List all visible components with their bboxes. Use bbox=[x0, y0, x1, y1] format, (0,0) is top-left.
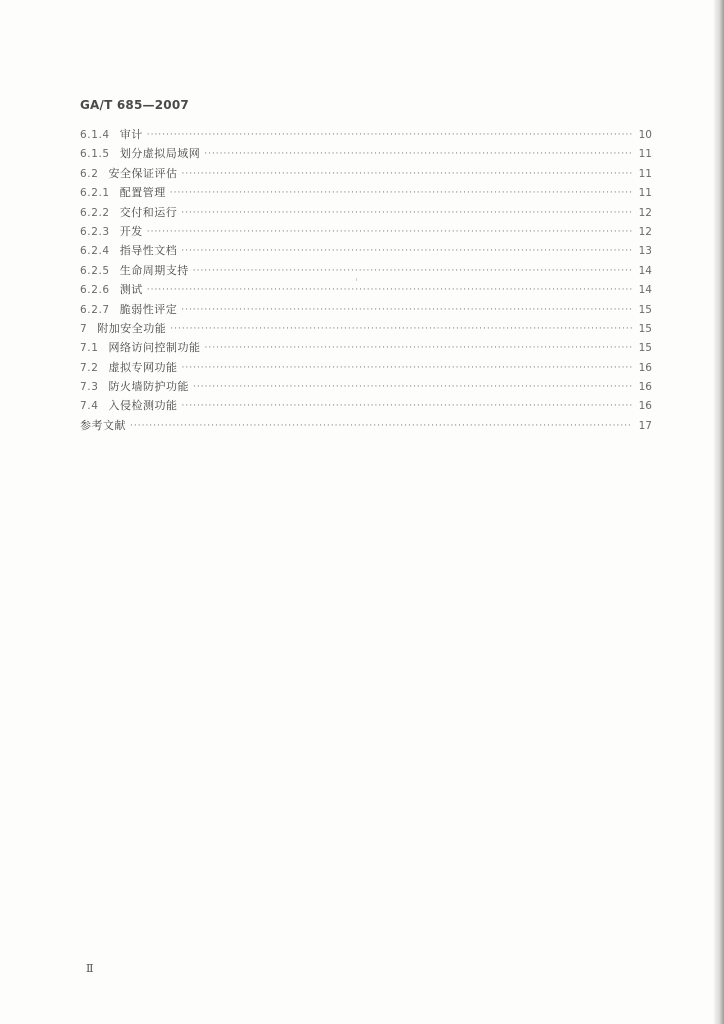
toc-entry-page: 14 bbox=[638, 264, 652, 277]
toc-entry-title: 指导性文档 bbox=[119, 244, 178, 258]
toc-entry-title: 开发 bbox=[119, 224, 143, 238]
toc-entry-title: 网络访问控制功能 bbox=[108, 341, 201, 355]
toc-entry-number: 6.2.5 bbox=[80, 264, 110, 277]
toc-leader-dots bbox=[182, 401, 633, 411]
table-of-contents bbox=[80, 126, 652, 436]
toc-leader-dots bbox=[205, 343, 633, 353]
toc-entry-title: 审计 bbox=[119, 128, 143, 141]
toc-entry[interactable] bbox=[80, 397, 652, 416]
toc-leader-dots bbox=[181, 208, 632, 218]
toc-entry-title: 测试 bbox=[119, 283, 143, 297]
toc-entry-page: 16 bbox=[638, 400, 652, 413]
toc-entry-number: 6.1.4 bbox=[80, 129, 110, 141]
toc-leader-dots bbox=[193, 382, 632, 392]
toc-leader-dots bbox=[130, 421, 632, 431]
toc-entry[interactable] bbox=[80, 165, 652, 184]
toc-entry-page: 15 bbox=[638, 342, 652, 355]
toc-entry-number: 6.1.5 bbox=[80, 148, 110, 161]
toc-entry[interactable] bbox=[80, 126, 652, 145]
toc-entry-title: 入侵检测功能 bbox=[108, 399, 178, 413]
standard-code-header: GA/T 685—2007 bbox=[80, 98, 189, 112]
toc-leader-dots bbox=[204, 149, 632, 159]
toc-entry-page: 16 bbox=[638, 381, 652, 394]
toc-entry[interactable] bbox=[80, 242, 652, 261]
toc-entry-references[interactable] bbox=[80, 417, 652, 436]
toc-entry[interactable] bbox=[80, 378, 652, 397]
toc-entry-page: 15 bbox=[638, 303, 652, 316]
toc-entry[interactable] bbox=[80, 262, 652, 281]
toc-entry-page: 11 bbox=[638, 148, 652, 161]
toc-entry-number: 7.2 bbox=[80, 361, 99, 374]
toc-entry-number: 7.3 bbox=[80, 381, 99, 394]
toc-leader-dots bbox=[170, 188, 632, 198]
toc-entry-title: 安全保证评估 bbox=[108, 166, 178, 180]
toc-entry-number: 6.2 bbox=[80, 167, 99, 180]
toc-leader-dots bbox=[181, 246, 632, 256]
toc-entry-page: 12 bbox=[638, 225, 652, 238]
scan-edge-shadow bbox=[714, 0, 724, 1024]
toc-entry-title: 交付和运行 bbox=[119, 205, 178, 219]
toc-entry-page: 12 bbox=[638, 206, 652, 219]
toc-entry-title: 配置管理 bbox=[119, 186, 166, 200]
toc-entry-title: 生命周期支持 bbox=[119, 263, 189, 277]
toc-entry[interactable] bbox=[80, 145, 652, 164]
page-number: Ⅱ bbox=[86, 962, 94, 975]
toc-entry-title: 附加安全功能 bbox=[97, 321, 167, 335]
toc-entry-title: 脆弱性评定 bbox=[119, 302, 178, 316]
toc-entry-number: 6.2.4 bbox=[80, 245, 110, 258]
toc-entry-title: 参考文献 bbox=[80, 418, 126, 432]
toc-entry-page: 17 bbox=[638, 419, 652, 432]
toc-entry[interactable] bbox=[80, 204, 652, 223]
toc-leader-dots bbox=[181, 305, 632, 315]
toc-entry-number: 6.2.2 bbox=[80, 206, 110, 219]
toc-entry-number: 6.2.1 bbox=[80, 187, 110, 200]
toc-entry-title: 防火墙防护功能 bbox=[108, 380, 189, 394]
toc-entry-page: 14 bbox=[638, 284, 652, 297]
toc-entry-page: 15 bbox=[638, 322, 652, 335]
toc-entry[interactable] bbox=[80, 223, 652, 242]
toc-leader-dots bbox=[147, 285, 632, 295]
toc-entry-page: 10 bbox=[638, 129, 652, 141]
toc-entry-number: 7.1 bbox=[80, 342, 99, 355]
toc-entry-title: 虚拟专网功能 bbox=[108, 360, 178, 374]
toc-entry[interactable] bbox=[80, 359, 652, 378]
toc-entry[interactable] bbox=[80, 339, 652, 358]
toc-entry-page: 16 bbox=[638, 361, 652, 374]
toc-entry-page: 13 bbox=[638, 245, 652, 258]
toc-entry[interactable] bbox=[80, 184, 652, 203]
toc-entry-number: 6.2.3 bbox=[80, 225, 110, 238]
toc-entry-title: 划分虚拟局域网 bbox=[119, 147, 201, 161]
toc-leader-dots bbox=[147, 130, 632, 140]
toc-leader-dots bbox=[182, 363, 633, 373]
toc-leader-dots bbox=[193, 266, 632, 276]
toc-entry-number: 6.2.6 bbox=[80, 284, 110, 297]
toc-entry-number: 6.2.7 bbox=[80, 303, 110, 316]
toc-entry[interactable] bbox=[80, 301, 652, 320]
toc-entry[interactable] bbox=[80, 281, 652, 300]
toc-leader-dots bbox=[170, 324, 632, 334]
toc-entry-number: 7 bbox=[80, 322, 88, 335]
toc-leader-dots bbox=[182, 169, 633, 179]
toc-entry-number: 7.4 bbox=[80, 400, 99, 413]
toc-entry-page: 11 bbox=[638, 187, 652, 200]
toc-entry-page: 11 bbox=[638, 167, 652, 180]
toc-entry[interactable] bbox=[80, 320, 652, 339]
toc-leader-dots bbox=[147, 227, 632, 237]
